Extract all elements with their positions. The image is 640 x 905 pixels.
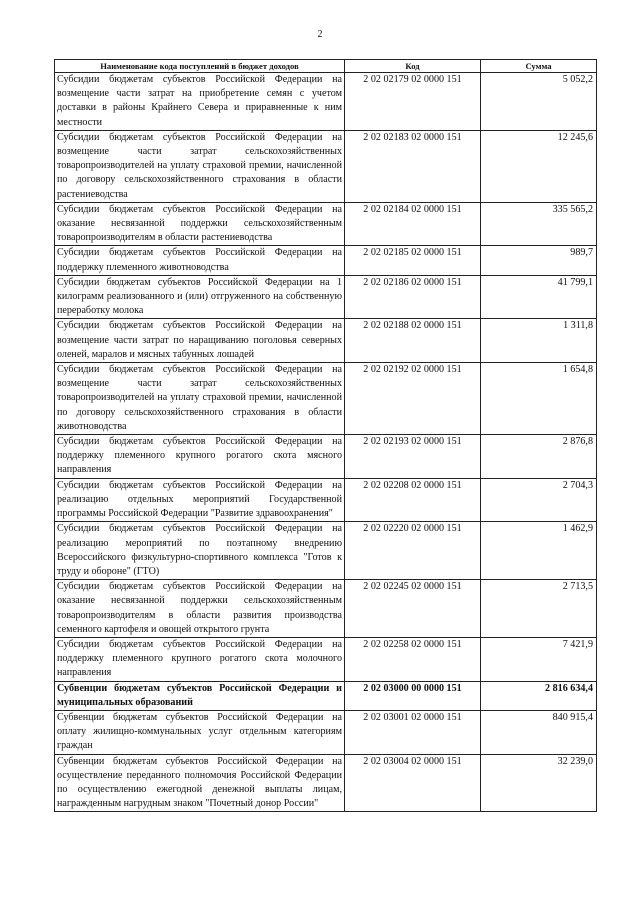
row-sum: 2 816 634,4 (481, 681, 597, 710)
row-sum: 2 704,3 (481, 478, 597, 522)
row-sum: 2 876,8 (481, 435, 597, 479)
row-name: Субвенции бюджетам субъектов Российской Федерации на осуществление переданного полномочия Российской Федерации по осуществлению ежегодной денежной выплаты лицам, награжденным нагрудным знаком "Почетный донор России" (55, 754, 345, 812)
row-code: 2 02 02245 02 0000 151 (345, 580, 481, 638)
row-name: Субвенции бюджетам субъектов Российской Федерации на оплату жилищно-коммунальных услуг отдельным категориям граждан (55, 710, 345, 754)
row-name: Субсидии бюджетам субъектов Российской Федерации на 1 килограмм реализованного и (или) отгруженного на собственную переработку молока (55, 275, 345, 319)
row-name: Субсидии бюджетам субъектов Российской Федерации на поддержку племенного крупного рогатого скота мясного направления (55, 435, 345, 479)
row-code: 2 02 02220 02 0000 151 (345, 522, 481, 580)
row-name: Субсидии бюджетам субъектов Российской Федерации на возмещение части затрат по наращиванию поголовья северных оленей, маралов и мясных табунных лошадей (55, 319, 345, 363)
row-code: 2 02 02193 02 0000 151 (345, 435, 481, 479)
row-code: 2 02 02192 02 0000 151 (345, 363, 481, 435)
row-sum: 989,7 (481, 246, 597, 275)
table-row (55, 73, 597, 131)
row-sum: 7 421,9 (481, 637, 597, 681)
row-sum: 41 799,1 (481, 275, 597, 319)
row-code: 2 02 02184 02 0000 151 (345, 202, 481, 246)
table-row (55, 130, 597, 202)
row-code: 2 02 02188 02 0000 151 (345, 319, 481, 363)
row-sum: 1 311,8 (481, 319, 597, 363)
row-sum: 335 565,2 (481, 202, 597, 246)
row-name: Субсидии бюджетам субъектов Российской Федерации на возмещение части затрат сельскохозяйственных товаропроизводителей на уплату страховой премии, начисленной по договору сельскохозяйственного страхования в области растениеводства (55, 130, 345, 202)
row-code: 2 02 02186 02 0000 151 (345, 275, 481, 319)
row-code: 2 02 03004 02 0000 151 (345, 754, 481, 812)
table-row (55, 710, 597, 754)
table-body (55, 73, 597, 812)
row-code: 2 02 02258 02 0000 151 (345, 637, 481, 681)
header-name: Наименование кода поступлений в бюджет доходов (55, 60, 345, 73)
page-number: 2 (317, 29, 323, 40)
table-row (55, 319, 597, 363)
row-code: 2 02 03001 02 0000 151 (345, 710, 481, 754)
table-row (55, 522, 597, 580)
row-code: 2 02 02179 02 0000 151 (345, 73, 481, 131)
row-name: Субсидии бюджетам субъектов Российской Федерации на возмещение части затрат на приобретение семян с учетом доставки в районы Крайнего Севера и приравненные к ним местности (55, 73, 345, 131)
row-code: 2 02 03000 00 0000 151 (345, 681, 481, 710)
row-name: Субсидии бюджетам субъектов Российской Федерации на возмещение части затрат сельскохозяйственных товаропроизводителей на уплату страховой премии, начисленной по договору сельскохозяйственного страхования в области животноводства (55, 363, 345, 435)
table-row (55, 754, 597, 812)
table-row (55, 275, 597, 319)
row-name: Субсидии бюджетам субъектов Российской Федерации на реализацию отдельных мероприятий Государственной программы Российской Федерации "Развитие здравоохранения" (55, 478, 345, 522)
row-code: 2 02 02183 02 0000 151 (345, 130, 481, 202)
row-name: Субсидии бюджетам субъектов Российской Федерации на поддержку племенного крупного рогатого скота молочного направления (55, 637, 345, 681)
row-name: Субсидии бюджетам субъектов Российской Федерации на оказание несвязанной поддержки сельскохозяйственным товаропроизводителям в области растениеводства (55, 202, 345, 246)
row-name: Субвенции бюджетам субъектов Российской Федерации и муниципальных образований (55, 681, 345, 710)
table-row (55, 435, 597, 479)
row-sum: 12 245,6 (481, 130, 597, 202)
row-sum: 840 915,4 (481, 710, 597, 754)
row-sum: 32 239,0 (481, 754, 597, 812)
row-sum: 1 654,8 (481, 363, 597, 435)
row-sum: 2 713,5 (481, 580, 597, 638)
row-sum: 1 462,9 (481, 522, 597, 580)
table-row (55, 202, 597, 246)
table-row (55, 363, 597, 435)
row-name: Субсидии бюджетам субъектов Российской Федерации на поддержку племенного животноводства (55, 246, 345, 275)
row-name: Субсидии бюджетам субъектов Российской Федерации на оказание несвязанной поддержки сельскохозяйственным товаропроизводителям в области развития производства семенного картофеля и овощей открытого грунта (55, 580, 345, 638)
row-code: 2 02 02185 02 0000 151 (345, 246, 481, 275)
header-sum: Сумма (481, 60, 597, 73)
table-row (55, 478, 597, 522)
row-sum: 5 052,2 (481, 73, 597, 131)
table-row (55, 246, 597, 275)
table-row (55, 637, 597, 681)
table-row (55, 580, 597, 638)
table-row (55, 681, 597, 710)
header-code: Код (345, 60, 481, 73)
row-code: 2 02 02208 02 0000 151 (345, 478, 481, 522)
revenue-table (54, 59, 597, 812)
table-header-row (55, 60, 597, 73)
row-name: Субсидии бюджетам субъектов Российской Федерации на реализацию мероприятий по поэтапному внедрению Всероссийского физкультурно-спортивного комплекса "Готов к труду и обороне" (ГТО) (55, 522, 345, 580)
